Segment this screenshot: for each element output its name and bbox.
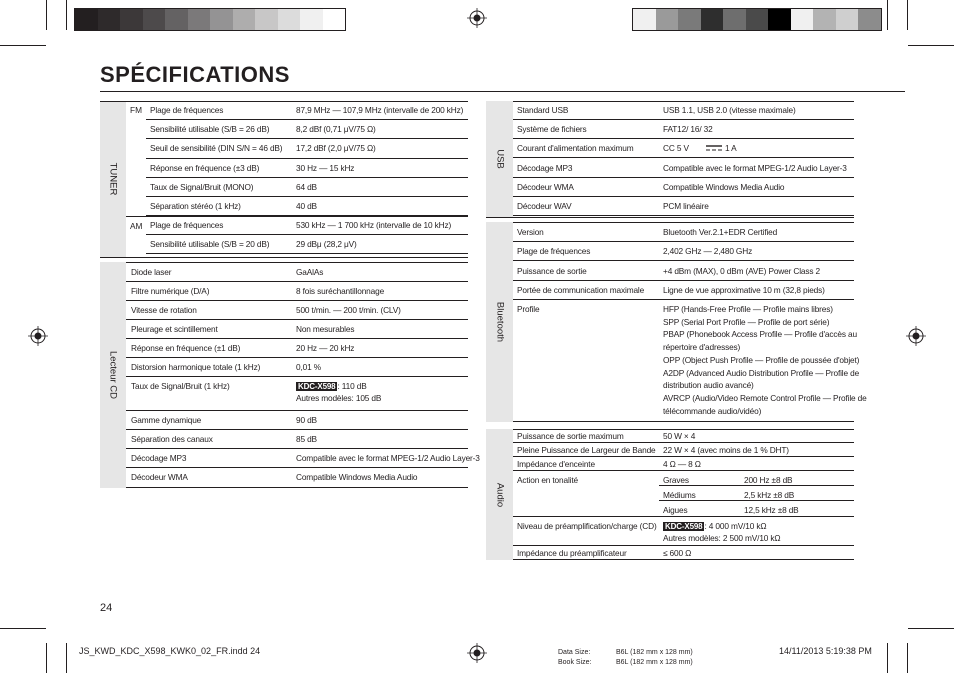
dc-symbol-icon bbox=[706, 143, 722, 155]
color-swatch bbox=[210, 9, 233, 30]
spec-label: Décodeur WMA bbox=[517, 182, 574, 192]
spec-label: Taux de Signal/Bruit (MONO) bbox=[150, 182, 254, 192]
tone-band: Aigues bbox=[663, 505, 688, 515]
usb-row bbox=[513, 178, 854, 197]
spec-value-line2: Autres modèles: 2 500 mV/10 kΩ bbox=[663, 533, 781, 543]
spec-label: Portée de communication maximale bbox=[517, 285, 645, 295]
footer-book-size-value: B6L (182 mm x 128 mm) bbox=[616, 659, 693, 666]
spec-value: 17,2 dBf (2,0 μV/75 Ω) bbox=[296, 143, 376, 153]
spec-value: 2,402 GHz — 2,480 GHz bbox=[663, 246, 753, 256]
spec-label: Taux de Signal/Bruit (1 kHz) bbox=[131, 381, 230, 391]
spec-label: Plage de fréquences bbox=[517, 246, 591, 256]
spec-value: 40 dB bbox=[296, 201, 317, 211]
spec-value-after: 1 A bbox=[725, 143, 737, 153]
cd-row bbox=[126, 411, 468, 430]
section-label: TUNER bbox=[107, 162, 119, 196]
color-swatch bbox=[813, 9, 836, 30]
section-label-cell bbox=[486, 222, 513, 422]
spec-label: Réponse en fréquence (±3 dB) bbox=[150, 163, 260, 173]
registration-mark-icon bbox=[467, 643, 487, 663]
spec-label: Impédance du préamplificateur bbox=[517, 548, 627, 558]
spec-value: 8 fois suréchantillonnage bbox=[296, 286, 385, 296]
spec-label: Vitesse de rotation bbox=[131, 305, 197, 315]
spec-label: Filtre numérique (D/A) bbox=[131, 286, 210, 296]
cd-row bbox=[126, 263, 468, 282]
usb-row bbox=[513, 120, 854, 139]
cd-row bbox=[126, 430, 468, 449]
color-swatch bbox=[120, 9, 143, 30]
cd-row bbox=[126, 358, 468, 377]
fm-label: FM bbox=[130, 105, 142, 115]
tone-band: Graves bbox=[663, 475, 689, 485]
profile-line: OPP (Object Push Profile — Profile de poussée d'objet) bbox=[663, 354, 860, 365]
registration-mark-icon bbox=[467, 8, 487, 28]
audio-row bbox=[513, 429, 854, 443]
page-number: 24 bbox=[100, 602, 113, 614]
am-divider bbox=[126, 216, 468, 217]
color-swatch bbox=[323, 9, 346, 30]
color-bar-right bbox=[632, 8, 882, 31]
footer-filename: JS_KWD_KDC_X598_KWK0_02_FR.indd 24 bbox=[79, 646, 261, 656]
tuner-row bbox=[146, 139, 468, 159]
color-swatch bbox=[278, 9, 301, 30]
color-swatch bbox=[836, 9, 859, 30]
spec-label: Pleine Puissance de Largeur de Bande bbox=[517, 445, 656, 455]
spec-value: 22 W × 4 (avec moins de 1 % DHT) bbox=[663, 445, 789, 455]
page-title: SPÉCIFICATIONS bbox=[100, 62, 290, 87]
footer-data-size-value: B6L (182 mm x 128 mm) bbox=[616, 649, 693, 656]
color-swatch bbox=[656, 9, 679, 30]
color-swatch bbox=[188, 9, 211, 30]
spec-label: Diode laser bbox=[131, 267, 172, 277]
section-label-cell bbox=[486, 429, 513, 560]
spec-value: 500 t/min. — 200 t/min. (CLV) bbox=[296, 305, 401, 315]
spec-value: FAT12/ 16/ 32 bbox=[663, 124, 713, 134]
spec-value: Compatible avec le format MPEG-1/2 Audio Layer-3 bbox=[663, 163, 847, 173]
spec-label: Sensibilité utilisable (S/B = 26 dB) bbox=[150, 124, 270, 134]
cd-row bbox=[126, 339, 468, 358]
spec-label: Décodage MP3 bbox=[131, 453, 187, 463]
spec-label: Distorsion harmonique totale (1 kHz) bbox=[131, 362, 261, 372]
bluetooth-row bbox=[513, 242, 854, 261]
color-swatch bbox=[165, 9, 188, 30]
tuner-row bbox=[146, 120, 468, 139]
title-divider bbox=[100, 91, 905, 92]
usb-row bbox=[513, 139, 854, 158]
spec-value: ≤ 600 Ω bbox=[663, 548, 692, 558]
color-swatch bbox=[678, 9, 701, 30]
spec-label: Seuil de sensibilité (DIN S/N = 46 dB) bbox=[150, 143, 283, 153]
bluetooth-row bbox=[513, 281, 854, 300]
profile-line: SPP (Serial Port Profile — Profile de port série) bbox=[663, 316, 830, 327]
profile-line: AVRCP (Audio/Video Remote Control Profile — Profile de bbox=[663, 392, 867, 403]
spec-value: 29 dBμ (28,2 μV) bbox=[296, 239, 357, 249]
color-swatch bbox=[791, 9, 814, 30]
color-bar-left bbox=[74, 8, 346, 31]
spec-label: Impédance d'enceinte bbox=[517, 459, 595, 469]
profile-line: A2DP (Advanced Audio Distribution Profile — Profile de bbox=[663, 367, 860, 378]
spec-value: Ligne de vue approximative 10 m (32,8 pieds) bbox=[663, 285, 825, 295]
tone-range: 2,5 kHz ±8 dB bbox=[744, 490, 795, 500]
cd-row bbox=[126, 320, 468, 339]
color-swatch bbox=[858, 9, 881, 30]
tone-sub-row bbox=[659, 471, 854, 486]
footer-timestamp: 14/11/2013 5:19:38 PM bbox=[779, 646, 872, 656]
section-label: USB bbox=[494, 149, 505, 169]
spec-value: PCM linéaire bbox=[663, 201, 709, 211]
footer-book-size-label: Book Size: bbox=[558, 659, 592, 666]
spec-label: Réponse en fréquence (±1 dB) bbox=[131, 343, 241, 353]
color-swatch bbox=[746, 9, 769, 30]
spec-value: 87,9 MHz — 107,9 MHz (intervalle de 200 kHz) bbox=[296, 105, 464, 115]
spec-value: 4 Ω — 8 Ω bbox=[663, 459, 701, 469]
tuner-row bbox=[146, 101, 468, 120]
spec-label: Séparation des canaux bbox=[131, 434, 213, 444]
spec-value: Compatible Windows Media Audio bbox=[296, 472, 418, 482]
tone-sub-row bbox=[659, 486, 854, 501]
section-label-cell bbox=[100, 101, 126, 257]
spec-value-text: : 4 000 mV/10 kΩ bbox=[704, 521, 767, 531]
cd-row bbox=[126, 301, 468, 320]
spec-value-text: : 110 dB bbox=[337, 381, 367, 391]
tuner-row bbox=[146, 178, 468, 197]
tuner-row bbox=[146, 216, 468, 235]
spec-value: USB 1.1, USB 2.0 (vitesse maximale) bbox=[663, 105, 796, 115]
spec-value: Compatible Windows Media Audio bbox=[663, 182, 785, 192]
spec-value: 50 W × 4 bbox=[663, 431, 696, 441]
bluetooth-profile-row bbox=[513, 300, 867, 422]
tuner-row bbox=[146, 235, 468, 254]
color-swatch bbox=[768, 9, 791, 30]
color-swatch bbox=[143, 9, 166, 30]
color-swatch bbox=[723, 9, 746, 30]
section-label: Bluetooth bbox=[494, 301, 505, 343]
profile-line: répertoire d'adresses) bbox=[663, 342, 741, 353]
audio-row bbox=[513, 546, 854, 560]
spec-value: Bluetooth Ver.2.1+EDR Certified bbox=[663, 227, 778, 237]
footer-data-size-label: Data Size: bbox=[558, 649, 591, 656]
tone-sub-row bbox=[659, 501, 854, 516]
am-label: AM bbox=[130, 221, 143, 231]
cd-row bbox=[126, 377, 468, 411]
usb-row bbox=[513, 159, 854, 178]
spec-label: Gamme dynamique bbox=[131, 415, 202, 425]
tone-range: 200 Hz ±8 dB bbox=[744, 475, 793, 485]
spec-label: Puissance de sortie bbox=[517, 266, 587, 276]
spec-label: Niveau de préamplification/charge (CD) bbox=[517, 521, 657, 531]
spec-label: Séparation stéréo (1 kHz) bbox=[150, 201, 241, 211]
color-swatch bbox=[233, 9, 256, 30]
audio-row bbox=[513, 443, 854, 457]
spec-label: Standard USB bbox=[517, 105, 569, 115]
registration-mark-icon bbox=[28, 326, 48, 346]
model-badge: KDC-X598 bbox=[665, 522, 703, 531]
spec-value: Non mesurables bbox=[296, 324, 355, 334]
tone-band: Médiums bbox=[663, 490, 696, 500]
spec-value: Compatible avec le format MPEG-1/2 Audio Layer-3 bbox=[296, 453, 480, 463]
spec-label: Décodage MP3 bbox=[517, 163, 573, 173]
color-swatch bbox=[98, 9, 121, 30]
spec-value: 90 dB bbox=[296, 415, 317, 425]
color-swatch bbox=[75, 9, 98, 30]
spec-label: Version bbox=[517, 227, 544, 237]
bluetooth-row bbox=[513, 223, 854, 242]
spec-label: Plage de fréquences bbox=[150, 105, 224, 115]
usb-row bbox=[513, 101, 854, 120]
profile-line: HFP (Hands-Free Profile — Profile mains libres) bbox=[663, 304, 833, 314]
audio-row bbox=[513, 457, 854, 471]
spec-value: 85 dB bbox=[296, 434, 317, 444]
section-label: Audio bbox=[494, 482, 505, 507]
color-swatch bbox=[255, 9, 278, 30]
spec-label: Pleurage et scintillement bbox=[131, 324, 218, 334]
color-swatch bbox=[701, 9, 724, 30]
spec-value: 20 Hz — 20 kHz bbox=[296, 343, 355, 353]
spec-label: Décodeur WAV bbox=[517, 201, 572, 211]
spec-label: Courant d'alimentation maximum bbox=[517, 143, 634, 153]
cd-row bbox=[126, 468, 468, 488]
usb-bottom-rule bbox=[486, 217, 854, 218]
section-label-cell bbox=[100, 262, 126, 488]
spec-value: 30 Hz — 15 kHz bbox=[296, 163, 355, 173]
spec-value: 8,2 dBf (0,71 μV/75 Ω) bbox=[296, 124, 376, 134]
spec-label: Sensibilité utilisable (S/B = 20 dB) bbox=[150, 239, 270, 249]
section-label: Lecteur CD bbox=[107, 350, 119, 400]
profile-line: télécommande audio/vidéo) bbox=[663, 405, 762, 416]
spec-label: Décodeur WMA bbox=[131, 472, 188, 482]
profile-line: distribution audio avancé) bbox=[663, 380, 754, 391]
cd-row bbox=[126, 282, 468, 301]
model-badge: KDC-X598 bbox=[298, 382, 336, 391]
cd-row bbox=[126, 449, 480, 468]
preout-row bbox=[513, 517, 854, 546]
bluetooth-row bbox=[513, 262, 854, 281]
spec-value: 64 dB bbox=[296, 182, 317, 192]
spec-label: Profile bbox=[517, 304, 540, 314]
spec-value: 530 kHz — 1 700 kHz (intervalle de 10 kHz) bbox=[296, 220, 452, 230]
spec-value: CC 5 V bbox=[663, 143, 689, 153]
spec-label: Action en tonalité bbox=[517, 475, 578, 485]
spec-label: Système de fichiers bbox=[517, 124, 587, 134]
spec-value: 0,01 % bbox=[296, 362, 321, 372]
section-label-cell bbox=[486, 101, 513, 217]
tone-control-row bbox=[513, 471, 854, 517]
spec-label: Plage de fréquences bbox=[150, 220, 224, 230]
tone-range: 12,5 kHz ±8 dB bbox=[744, 505, 799, 515]
profile-line: PBAP (Phonebook Access Profile — Profile d'accès au bbox=[663, 329, 857, 340]
spec-value: +4 dBm (MAX), 0 dBm (AVE) Power Class 2 bbox=[663, 266, 820, 276]
color-swatch bbox=[633, 9, 656, 30]
spec-value-line2: Autres modèles: 105 dB bbox=[296, 393, 382, 403]
spec-value: GaAlAs bbox=[296, 267, 324, 277]
registration-mark-icon bbox=[906, 326, 926, 346]
spec-label: Puissance de sortie maximum bbox=[517, 431, 624, 441]
color-swatch bbox=[300, 9, 323, 30]
tuner-bottom-rule bbox=[100, 257, 468, 258]
tuner-row bbox=[146, 159, 468, 178]
tuner-row bbox=[146, 197, 468, 216]
usb-row bbox=[513, 197, 854, 216]
